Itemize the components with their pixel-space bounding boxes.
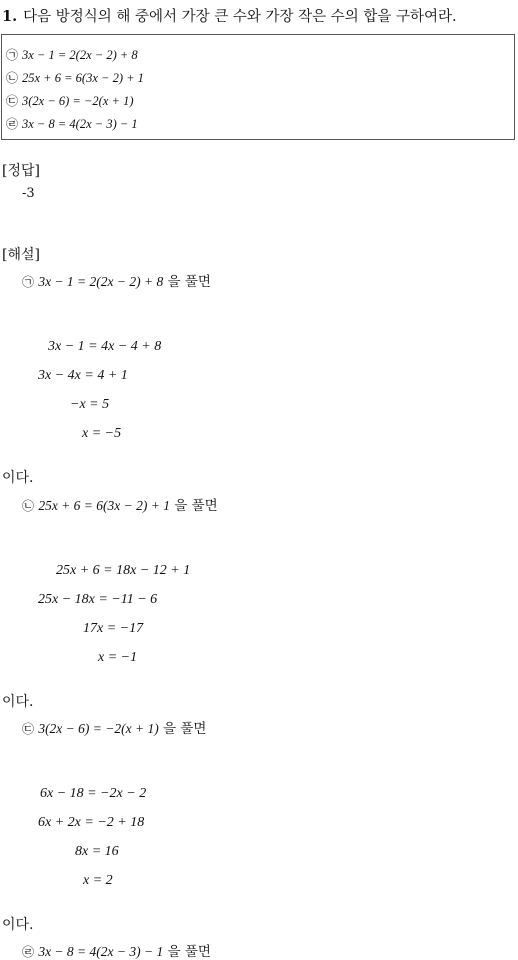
equation-marker: ㉠ — [22, 275, 35, 289]
solution-step: −x = 5 — [70, 397, 110, 412]
problem-text: 다음 방정식의 해 중에서 가장 큰 수와 가장 작은 수의 합을 구하여라. — [23, 9, 457, 25]
condition-item — [6, 115, 138, 132]
condition-marker: ㉠ — [6, 48, 19, 62]
solution-step: 6x + 2x = −2 + 18 — [38, 815, 145, 830]
equation-suffix: 을 풀면 — [174, 498, 218, 514]
condition-item — [6, 69, 144, 86]
solution-step: 25x + 6 = 18x − 12 + 1 — [56, 563, 191, 578]
answer-value: -3 — [22, 186, 35, 201]
equation-marker: ㉢ — [22, 722, 35, 736]
equation-marker: ㉡ — [22, 499, 35, 513]
equation-suffix: 을 풀면 — [167, 274, 211, 290]
condition-equation: 25x + 6 = 6(3x − 2) + 1 — [22, 71, 144, 85]
condition-marker: ㉢ — [6, 94, 19, 108]
solution-equation — [22, 270, 211, 290]
problem-statement — [2, 5, 457, 26]
condition-item — [6, 92, 134, 109]
solution-step: 3x − 1 = 4x − 4 + 8 — [48, 339, 162, 354]
solution-equation — [22, 940, 211, 960]
conditions-box — [1, 34, 515, 140]
solution-step: 8x = 16 — [75, 844, 119, 859]
equation-suffix: 을 풀면 — [167, 944, 211, 960]
conclusion-text: 이다. — [2, 470, 34, 486]
condition-equation: 3(2x − 6) = −2(x + 1) — [22, 94, 134, 108]
condition-equation: 3x − 8 = 4(2x − 3) − 1 — [22, 117, 138, 131]
equation-text: 3(2x − 6) = −2(x + 1) — [38, 721, 159, 736]
condition-marker: ㉡ — [6, 71, 19, 85]
solution-step: x = −1 — [98, 650, 138, 665]
condition-marker: ㉣ — [6, 117, 19, 131]
solution-step: 3x − 4x = 4 + 1 — [38, 368, 128, 383]
equation-text: 3x − 8 = 4(2x − 3) − 1 — [38, 944, 164, 959]
solution-step: 25x − 18x = −11 − 6 — [38, 592, 158, 607]
answer-label: [정답] — [2, 163, 40, 179]
equation-text: 25x + 6 = 6(3x − 2) + 1 — [38, 498, 170, 513]
equation-marker: ㉣ — [22, 945, 35, 959]
solution-step: x = −5 — [82, 426, 122, 441]
solution-equation — [22, 717, 206, 737]
problem-number: 1. — [2, 8, 18, 25]
conclusion-text: 이다. — [2, 917, 34, 933]
solution-step: 6x − 18 = −2x − 2 — [40, 786, 147, 801]
equation-suffix: 을 풀면 — [163, 721, 207, 737]
solution-step: 17x = −17 — [83, 621, 144, 636]
solution-label: [해설] — [2, 247, 40, 263]
condition-equation: 3x − 1 = 2(2x − 2) + 8 — [22, 48, 138, 62]
equation-text: 3x − 1 = 2(2x − 2) + 8 — [38, 274, 164, 289]
condition-item — [6, 46, 138, 63]
solution-equation — [22, 494, 218, 514]
solution-step: x = 2 — [83, 873, 113, 888]
conclusion-text: 이다. — [2, 694, 34, 710]
